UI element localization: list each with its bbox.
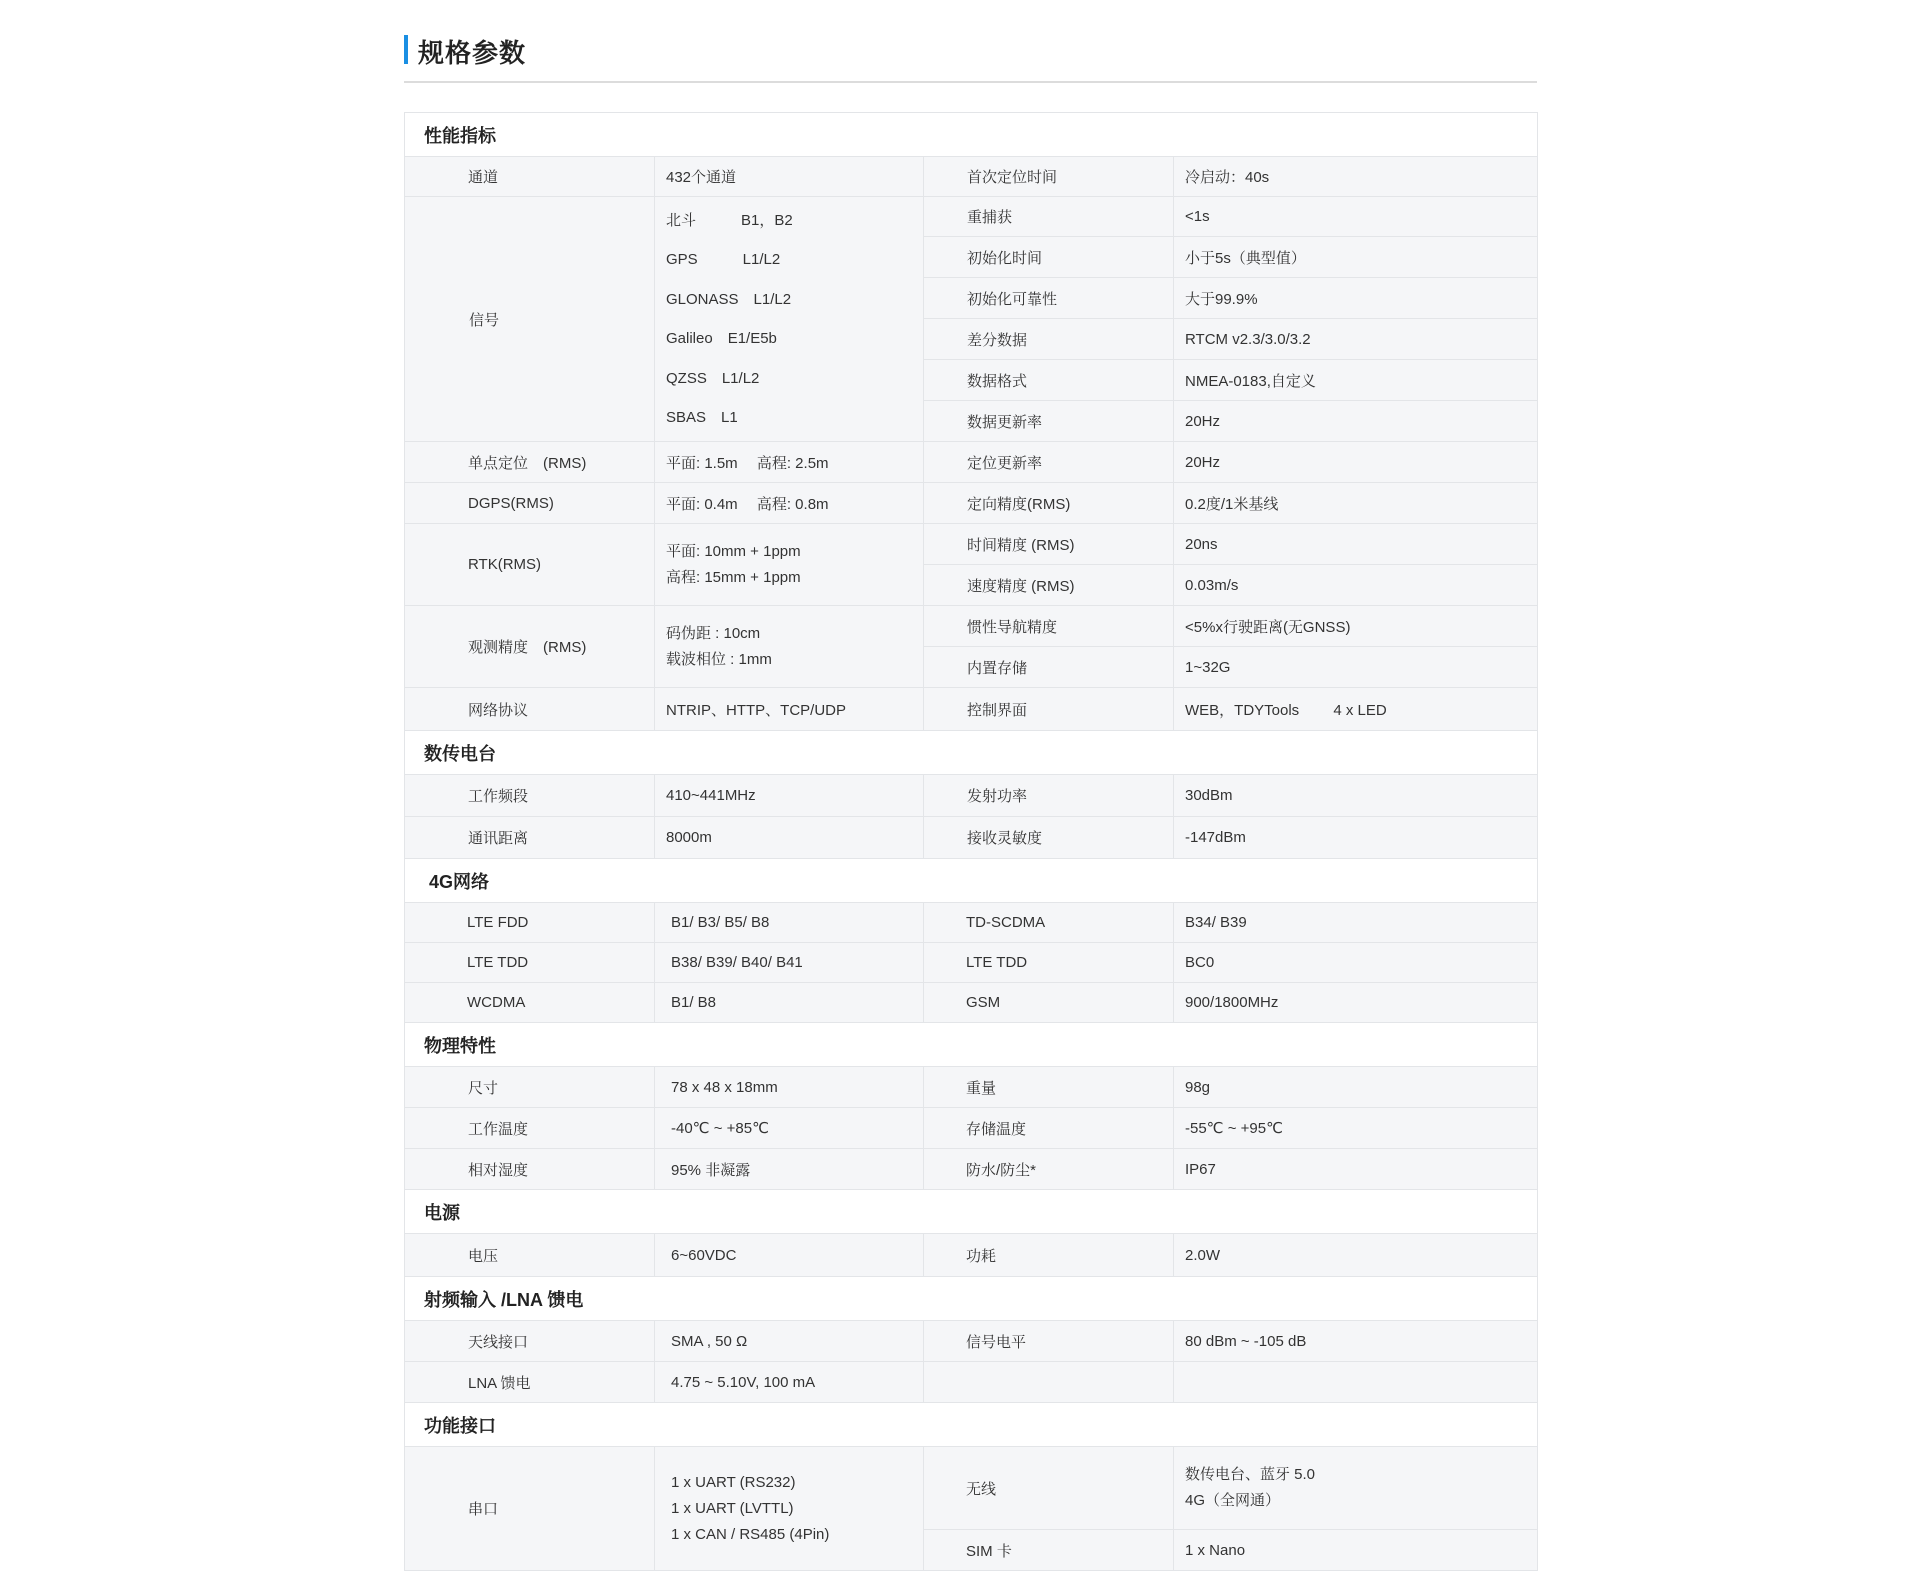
table-row <box>405 817 1538 859</box>
empty-cell <box>924 1362 1174 1403</box>
value-line: 载波相位 : 1mm <box>666 650 772 668</box>
spec-value: 95% 非凝露 <box>655 1149 924 1190</box>
signal-item: QZSS L1/L2 <box>666 369 760 387</box>
spec-value <box>655 524 924 606</box>
spec-label: LNA 馈电 <box>405 1362 655 1403</box>
spec-label: 接收灵敏度 <box>924 817 1174 859</box>
spec-label: 工作温度 <box>405 1108 655 1149</box>
spec-label: 单点定位 (RMS) <box>405 442 655 483</box>
spec-value: NTRIP、HTTP、TCP/UDP <box>655 688 924 731</box>
table-row <box>405 1447 1538 1530</box>
spec-label: 通讯距离 <box>405 817 655 859</box>
spec-label: 相对湿度 <box>405 1149 655 1190</box>
table-row <box>405 1108 1538 1149</box>
signal-item: SBAS L1 <box>666 409 738 426</box>
page-title: 规格参数 <box>418 38 527 68</box>
spec-value: 80 dBm ~ -105 dB <box>1174 1321 1538 1362</box>
value-line: 4G（全网通） <box>1185 1492 1281 1509</box>
section-header-physical <box>405 1023 1538 1067</box>
spec-value: -55℃ ~ +95℃ <box>1174 1108 1538 1149</box>
spec-value: B1/ B8 <box>655 983 924 1023</box>
spec-value: 432个通道 <box>655 157 924 197</box>
value-line: 1 x UART (RS232) <box>671 1473 796 1491</box>
spec-label: 工作频段 <box>405 775 655 817</box>
table-row <box>405 943 1538 983</box>
spec-label: 定位更新率 <box>924 442 1174 483</box>
value-line: 平面: 10mm + 1ppm <box>666 542 801 560</box>
value-line: 1 x CAN / RS485 (4Pin) <box>671 1525 830 1543</box>
section-title: 电源 <box>405 1190 1538 1234</box>
spec-label: 串口 <box>405 1447 655 1571</box>
spec-value: 78 x 48 x 18mm <box>655 1067 924 1108</box>
spec-label: WCDMA <box>405 983 655 1023</box>
table-row <box>405 524 1538 565</box>
spec-value: 20ns <box>1174 524 1538 565</box>
section-header-rf <box>405 1277 1538 1321</box>
spec-label: 重捕获 <box>924 197 1174 237</box>
table-row <box>405 606 1538 647</box>
table-row <box>405 688 1538 731</box>
spec-label: 防水/防尘* <box>924 1149 1174 1190</box>
section-title: 4G网络 <box>405 859 1538 903</box>
spec-value: <5%x行驶距离(无GNSS) <box>1174 606 1538 647</box>
spec-value: 4.75 ~ 5.10V, 100 mA <box>655 1362 924 1403</box>
spec-label: 存储温度 <box>924 1108 1174 1149</box>
value-line: 1 x UART (LVTTL) <box>671 1499 794 1517</box>
signal-item: GPS L1/L2 <box>666 251 781 268</box>
value-line: 码伪距 : 10cm <box>666 624 761 642</box>
spec-value: 6~60VDC <box>655 1234 924 1277</box>
spec-label: TD-SCDMA <box>924 903 1174 943</box>
signal-item: GLONASS L1/L2 <box>666 290 792 308</box>
spec-label: 尺寸 <box>405 1067 655 1108</box>
section-header-power <box>405 1190 1538 1234</box>
table-row <box>405 197 1538 237</box>
table-row <box>405 1149 1538 1190</box>
spec-value: B38/ B39/ B40/ B41 <box>655 943 924 983</box>
section-header-4g <box>405 859 1538 903</box>
spec-value: 冷启动：40s <box>1174 157 1538 197</box>
title-accent-bar <box>404 35 408 64</box>
spec-label: LTE TDD <box>405 943 655 983</box>
signal-list <box>655 197 924 442</box>
spec-value <box>1174 1447 1538 1530</box>
spec-label: 通道 <box>405 157 655 197</box>
signal-item: Galileo E1/E5b <box>666 330 777 347</box>
section-header-performance <box>405 113 1538 157</box>
spec-value: 900/1800MHz <box>1174 983 1538 1023</box>
spec-label: 无线 <box>924 1447 1174 1530</box>
spec-label: LTE FDD <box>405 903 655 943</box>
spec-label: 初始化可靠性 <box>924 278 1174 319</box>
spec-label: 信号 <box>405 197 655 442</box>
table-row <box>405 983 1538 1023</box>
spec-label: 定向精度(RMS) <box>924 483 1174 524</box>
spec-value: -147dBm <box>1174 817 1538 859</box>
spec-value: SMA , 50 Ω <box>655 1321 924 1362</box>
spec-label: 数据格式 <box>924 360 1174 401</box>
table-row <box>405 775 1538 817</box>
table-row <box>405 157 1538 197</box>
section-title: 物理特性 <box>405 1023 1538 1067</box>
spec-label: 差分数据 <box>924 319 1174 360</box>
spec-value: RTCM v2.3/3.0/3.2 <box>1174 319 1538 360</box>
empty-cell <box>1174 1362 1538 1403</box>
value-line: 数传电台、蓝牙 5.0 <box>1185 1466 1316 1483</box>
spec-label: RTK(RMS) <box>405 524 655 606</box>
spec-value: 大于99.9% <box>1174 278 1538 319</box>
section-title: 性能指标 <box>405 113 1538 157</box>
spec-value: 30dBm <box>1174 775 1538 817</box>
spec-value: 0.03m/s <box>1174 565 1538 606</box>
spec-value: NMEA-0183,自定义 <box>1174 360 1538 401</box>
spec-label: 重量 <box>924 1067 1174 1108</box>
spec-label: 观测精度 (RMS) <box>405 606 655 688</box>
section-title: 射频输入 /LNA 馈电 <box>405 1277 1538 1321</box>
spec-value: 0.2度/1米基线 <box>1174 483 1538 524</box>
spec-value: 1~32G <box>1174 647 1538 688</box>
signal-item: 北斗 B1，B2 <box>666 211 793 229</box>
table-row <box>405 483 1538 524</box>
spec-value: 20Hz <box>1174 442 1538 483</box>
spec-value: 410~441MHz <box>655 775 924 817</box>
spec-value: B34/ B39 <box>1174 903 1538 943</box>
table-row <box>405 903 1538 943</box>
section-title: 数传电台 <box>405 731 1538 775</box>
spec-label: 数据更新率 <box>924 401 1174 442</box>
section-title: 功能接口 <box>405 1403 1538 1447</box>
spec-value: 平面: 0.4m 高程: 0.8m <box>655 483 924 524</box>
table-row <box>405 1234 1538 1277</box>
spec-value: WEB，TDYTools 4 x LED <box>1174 688 1538 731</box>
spec-label: DGPS(RMS) <box>405 483 655 524</box>
spec-label: 首次定位时间 <box>924 157 1174 197</box>
spec-label: GSM <box>924 983 1174 1023</box>
section-header-ports <box>405 1403 1538 1447</box>
spec-label: 速度精度 (RMS) <box>924 565 1174 606</box>
spec-value <box>655 1447 924 1571</box>
spec-label: 天线接口 <box>405 1321 655 1362</box>
spec-value: B1/ B3/ B5/ B8 <box>655 903 924 943</box>
spec-label: 控制界面 <box>924 688 1174 731</box>
spec-value: 20Hz <box>1174 401 1538 442</box>
table-row <box>405 1362 1538 1403</box>
spec-label: 发射功率 <box>924 775 1174 817</box>
spec-value: 平面: 1.5m 高程: 2.5m <box>655 442 924 483</box>
spec-table <box>404 112 1538 1571</box>
spec-value: BC0 <box>1174 943 1538 983</box>
spec-label: 网络协议 <box>405 688 655 731</box>
section-header-radio <box>405 731 1538 775</box>
table-row <box>405 442 1538 483</box>
table-row <box>405 1321 1538 1362</box>
page-header <box>404 30 1537 83</box>
spec-value: <1s <box>1174 197 1538 237</box>
spec-label: LTE TDD <box>924 943 1174 983</box>
spec-label: 功耗 <box>924 1234 1174 1277</box>
spec-label: 时间精度 (RMS) <box>924 524 1174 565</box>
spec-value: 小于5s（典型值） <box>1174 237 1538 278</box>
spec-value: -40℃ ~ +85℃ <box>655 1108 924 1149</box>
spec-label: 信号电平 <box>924 1321 1174 1362</box>
spec-label: 惯性导航精度 <box>924 606 1174 647</box>
spec-value: 1 x Nano <box>1174 1530 1538 1571</box>
spec-label: SIM 卡 <box>924 1530 1174 1571</box>
value-line: 高程: 15mm + 1ppm <box>666 568 801 586</box>
table-row <box>405 1067 1538 1108</box>
spec-value <box>655 606 924 688</box>
spec-label: 电压 <box>405 1234 655 1277</box>
spec-value: 8000m <box>655 817 924 859</box>
spec-label: 初始化时间 <box>924 237 1174 278</box>
spec-value: 2.0W <box>1174 1234 1538 1277</box>
spec-value: IP67 <box>1174 1149 1538 1190</box>
spec-value: 98g <box>1174 1067 1538 1108</box>
spec-label: 内置存储 <box>924 647 1174 688</box>
